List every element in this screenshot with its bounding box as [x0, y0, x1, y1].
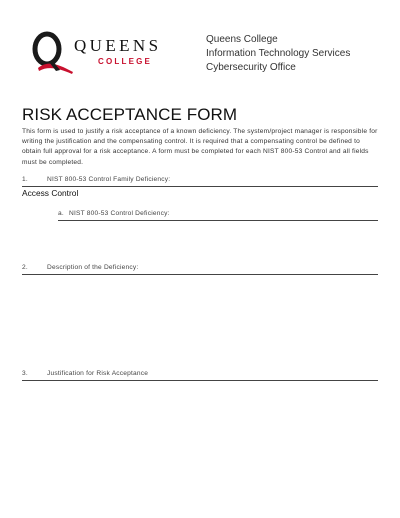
question-3-number: 3.: [22, 370, 28, 377]
question-1a-label: NIST 800-53 Control Deficiency:: [69, 210, 170, 217]
question-1-number: 1.: [22, 176, 28, 183]
office-line-college: Queens College: [206, 34, 278, 45]
question-1-line[interactable]: [22, 176, 378, 187]
question-1-answer[interactable]: Access Control: [22, 188, 79, 198]
question-3-label: Justification for Risk Acceptance: [47, 370, 149, 377]
question-2-label: Description of the Deficiency:: [47, 264, 139, 271]
office-line-office: Cybersecurity Office: [206, 62, 296, 73]
question-1-label: NIST 800-53 Control Family Deficiency:: [47, 176, 171, 183]
office-address-block: [206, 33, 350, 75]
question-1a-number: a.: [58, 210, 64, 217]
question-2-line[interactable]: [22, 264, 378, 275]
question-2-number: 2.: [22, 264, 28, 271]
logo-wordmark-college: COLLEGE: [98, 57, 153, 66]
form-intro-text: This form is used to justify a risk acceptance of a known deficiency. The system/project manager is responsible for writing the justification and the compensating control. It is required that a compensating control be defined to obtain full approval for a risk acceptance. A form must be completed for each NIST 800-53 Control and all fields must be completed.: [22, 128, 378, 166]
question-1a-line[interactable]: [58, 210, 378, 221]
queens-college-logo: [30, 30, 170, 78]
logo-wordmark-queens: QUEENS: [74, 36, 162, 55]
question-3-line[interactable]: [22, 370, 378, 381]
form-title: RISK ACCEPTANCE FORM: [22, 105, 238, 124]
office-line-department: Information Technology Services: [206, 48, 351, 59]
queens-q-logo-icon: [30, 30, 74, 78]
